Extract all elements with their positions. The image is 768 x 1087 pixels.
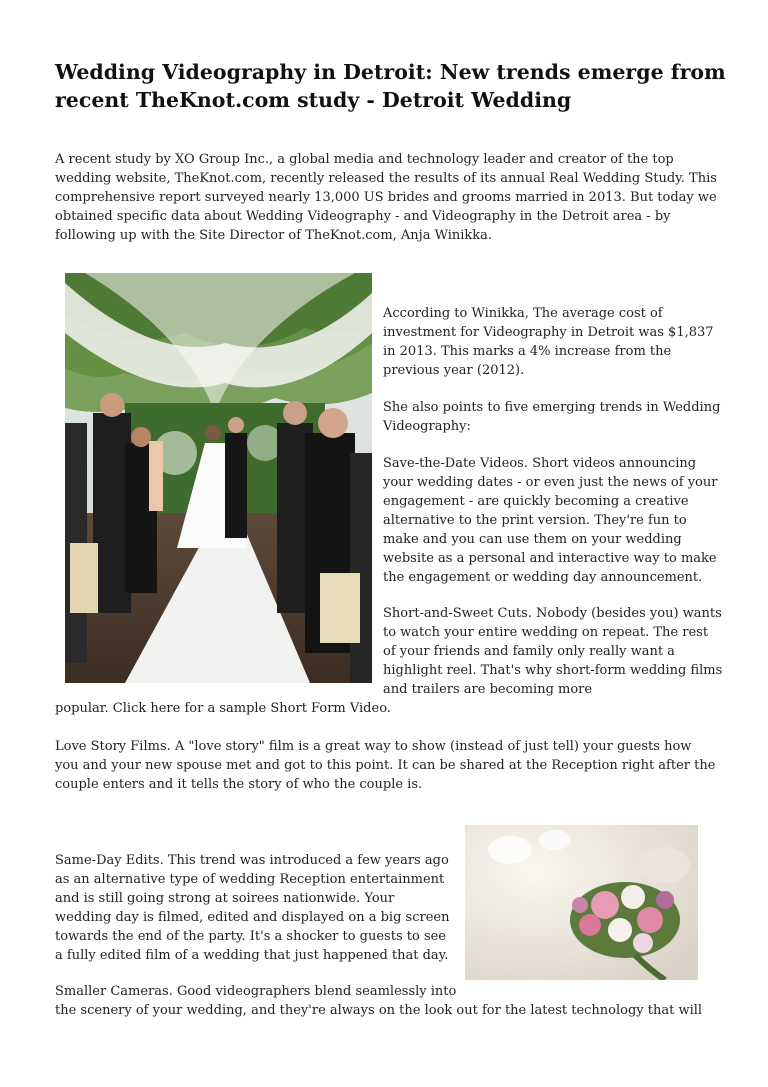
short-sweet-paragraph: Short-and-Sweet Cuts. Nobody (besides you) wants to watch your entire wedding on repeat. The rest of your friends and family only really want a highlight reel. That's why short-form wedding films and trailers are becoming more bbox=[383, 606, 723, 697]
ceremony-photo bbox=[65, 273, 372, 683]
cost-paragraph: According to Winikka, The average cost of investment for Videography in Detroit was $1,837 in 2013. This marks a 4% increase from the previous year (2012). bbox=[383, 306, 714, 378]
smaller-cameras-continuation: the scenery of your wedding, and they're always on the look out for the latest technology that will bbox=[55, 1003, 703, 1018]
article-title: Wedding Videography in Detroit: New trends emerge from recent TheKnot.com study - Detroit Wedding bbox=[55, 60, 726, 112]
love-story-paragraph: Love Story Films. A "love story" film is a great way to show (instead of just tell) your guests how you and your new spouse met and got to this point. It can be shared at the Reception right after the couple enters and it tells the story of who the couple is. bbox=[55, 739, 716, 792]
intro-paragraph: A recent study by XO Group Inc., a global media and technology leader and creator of the top wedding website, TheKnot.com, recently released the results of its annual Real Wedding Study. This comprehensive report surveyed nearly 13,000 US brides and grooms married in 2013. But today we obtained specific data about Wedding Videography - and Videography in the Detroit area - by following up with the Site Director of TheKnot.com, Anja Winikka. bbox=[55, 152, 717, 243]
smaller-cameras-paragraph: Smaller Cameras. Good videographers blend seamlessly into bbox=[55, 984, 457, 999]
bouquet-photo bbox=[465, 825, 698, 980]
trends-intro: She also points to five emerging trends in Wedding Videography: bbox=[383, 400, 721, 434]
short-sweet-continuation: popular. Click here for a sample Short Form Video. bbox=[55, 701, 391, 716]
same-day-paragraph: Same-Day Edits. This trend was introduced a few years ago as an alternative type of wedding Reception entertainment and is still going strong at soirees nationwide. Your wedding day is filmed, edited and displayed on a big screen towards the end of the party. It's a shocker to guests to see a fully edited film of a wedding that just happened that day. bbox=[55, 853, 450, 963]
save-the-date-paragraph: Save-the-Date Videos. Short videos announcing your wedding dates - or even just the news of your engagement - are quickly becoming a creative alternative to the print version. They're fun to make and you can use them on your wedding website as a personal and interactive way to make the engagement or wedding day announcement. bbox=[383, 456, 718, 585]
